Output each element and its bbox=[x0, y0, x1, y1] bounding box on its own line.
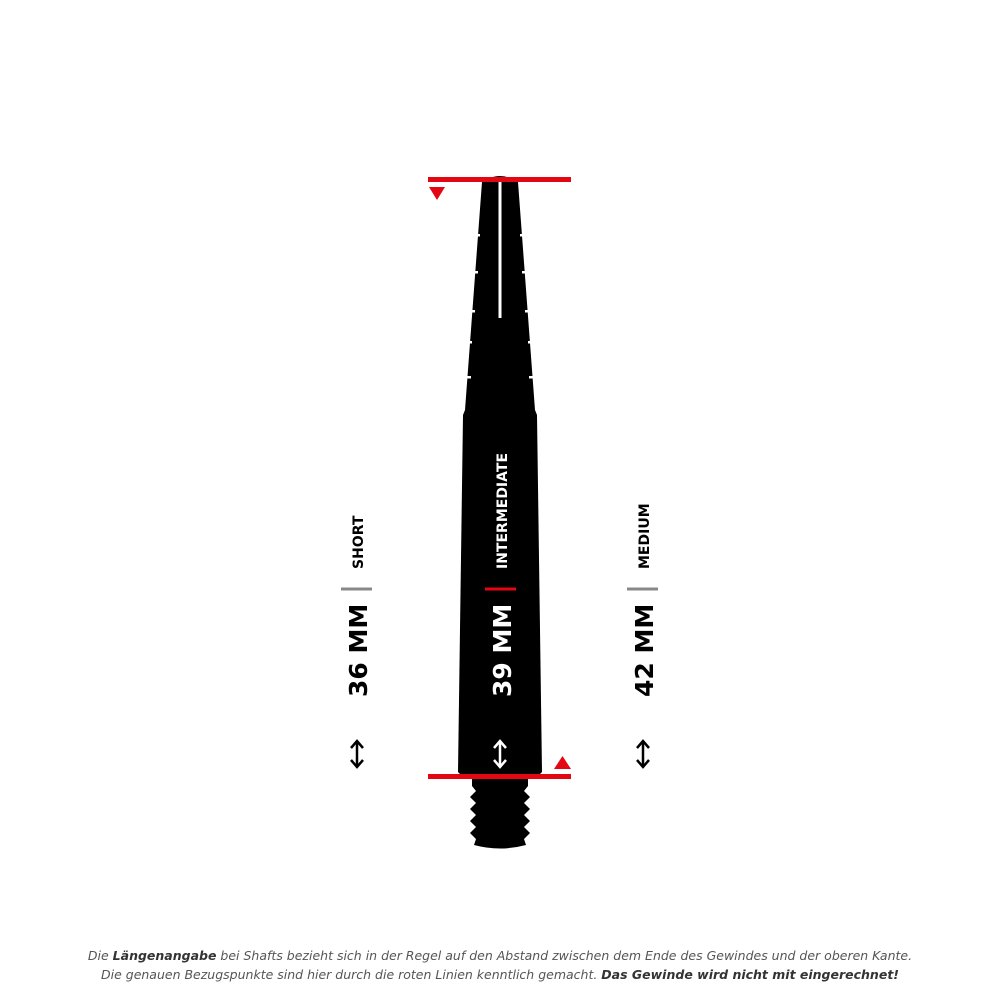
length-value-short: 36 MM bbox=[344, 603, 373, 697]
double-arrow-vertical-icon bbox=[351, 741, 363, 767]
footer-note bbox=[0, 946, 1000, 984]
length-medium bbox=[627, 503, 659, 767]
footer-line-1: Die Längenangabe bei Shafts bezieht sich in der Regel auf den Abstand zwischen dem Ende des Gewindes und der oberen Kante. bbox=[87, 948, 913, 963]
footer-line-2: Die genauen Bezugspunkte sind hier durch die roten Linien kenntlich gemacht. Das Gewinde wird nicht mit eingerechnet! bbox=[101, 967, 899, 982]
length-value-medium: 42 MM bbox=[630, 603, 659, 697]
size-label-intermediate: INTERMEDIATE bbox=[495, 452, 511, 569]
size-label-medium: MEDIUM bbox=[637, 503, 653, 569]
shaft-thread bbox=[470, 778, 530, 849]
triangle-up-icon bbox=[554, 756, 571, 769]
size-label-short: SHORT bbox=[351, 515, 367, 569]
footer-bold-warning: Das Gewinde wird nicht mit eingerechnet! bbox=[601, 967, 899, 982]
length-short bbox=[341, 515, 373, 767]
shaft-slot bbox=[499, 178, 502, 318]
double-arrow-vertical-icon bbox=[637, 741, 649, 767]
length-value-intermediate: 39 MM bbox=[488, 603, 517, 697]
footer-bold-term: Längenangabe bbox=[112, 948, 217, 963]
triangle-down-icon bbox=[429, 187, 445, 200]
